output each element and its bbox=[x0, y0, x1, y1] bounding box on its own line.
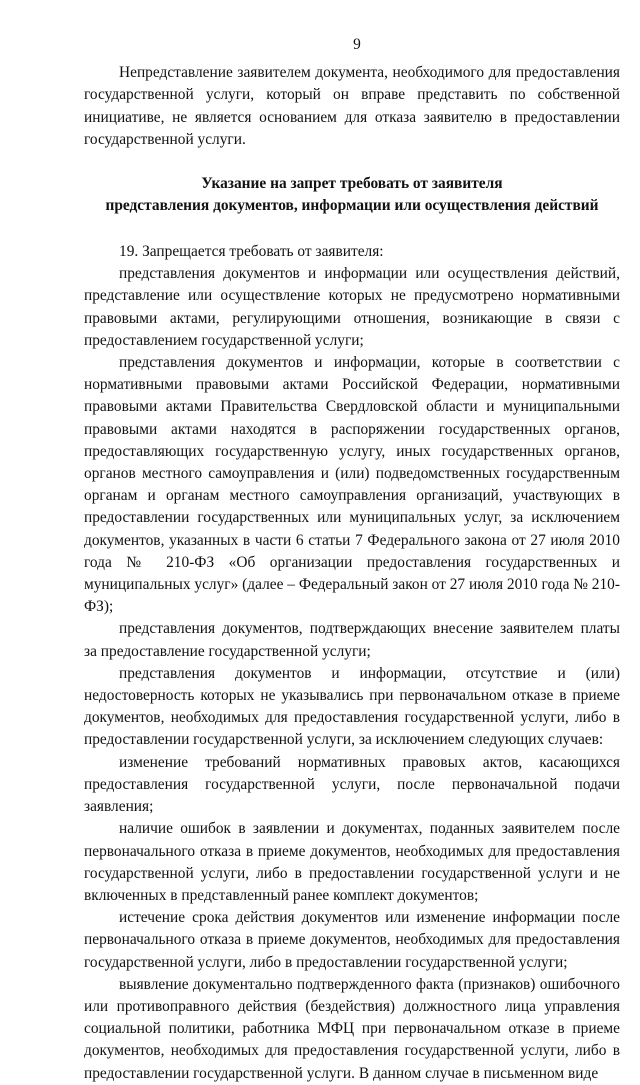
paragraph-documents-in-possession: представления документов и информации, которые в соответствии с нормативными правовыми актами Российской Федерации, нормативными правовыми актами Правительства Свердловской области и муниципальными правовыми актами находятся в распоряжении государственных органов, предоставляющих государственную услугу, иных государственных органов, органов местного самоуправления и (или) подведомственных государственным органам и органам местного самоуправления организаций, участвующих в предоставлении государственных или муниципальных услуг, за исключением документов, указанных в части 6 статьи 7 Федерального закона от 27 июля 2010 года № 210-ФЗ «Об организации предоставления государственных и муниципальных услуг» (далее – Федеральный закон от 27 июля 2010 года № 210-ФЗ); bbox=[84, 354, 620, 616]
page-number: 9 bbox=[353, 36, 361, 53]
section-heading bbox=[84, 173, 620, 217]
paragraph-item-19: 19. Запрещается требовать от заявителя: bbox=[119, 243, 384, 261]
intro-paragraph: Непредставление заявителем документа, необходимого для предоставления государственной услуги, который он вправе представить по собственной инициативе, не является основанием для отказа заявителю в предоставлении государственной услуги. bbox=[84, 64, 620, 148]
paragraph-not-provided-by-law: представления документов и информации или осуществления действий, представление или осуществление которых не предусмотрено нормативными правовыми актами, регулирующими отношения, возникающие в связи с предоставлением государственной услуги; bbox=[84, 265, 620, 349]
section-heading-line-1: Указание на запрет требовать от заявителя bbox=[201, 175, 503, 193]
paragraph-expiration: истечение срока действия документов или изменение информации после первоначального отказа в приеме документов, необходимых для предоставления государственной услуги, либо в предоставлении государственной услуги; bbox=[84, 909, 620, 971]
paragraph-errors-in-application: наличие ошибок в заявлении и документах, поданных заявителем после первоначального отказа в приеме документов, необходимых для предоставления государственной услуги, либо в предоставлении государственной услуги и не включенных в представленный ранее комплект документов; bbox=[84, 820, 620, 904]
paragraph-erroneous-action: выявление документально подтвержденного факта (признаков) ошибочного или противоправного действия (бездействия) должностного лица управления социальной политики, работника МФЦ при первоначальном отказе в приеме документов, необходимых для предоставления государственной услуги, либо в предоставлении государственной услуги. В данном случае в письменном виде bbox=[84, 975, 620, 1082]
paragraph-missing-documents: представления документов и информации, отсутствие и (или) недостоверность которых не указывались при первоначальном отказе в приеме документов, необходимых для предоставления государственной услуги, либо в предоставлении государственной услуги, за исключением следующих случаев: bbox=[84, 664, 620, 749]
paragraph-payment-documents: представления документов, подтверждающих внесение заявителем платы за предоставление государственной услуги; bbox=[84, 620, 620, 660]
paragraph-requirements-change: изменение требований нормативных правовых актов, касающихся предоставления государственной услуги, после первоначальной подачи заявления; bbox=[84, 753, 620, 816]
section-heading-line-2: представления документов, информации или осуществления действий bbox=[105, 197, 599, 215]
